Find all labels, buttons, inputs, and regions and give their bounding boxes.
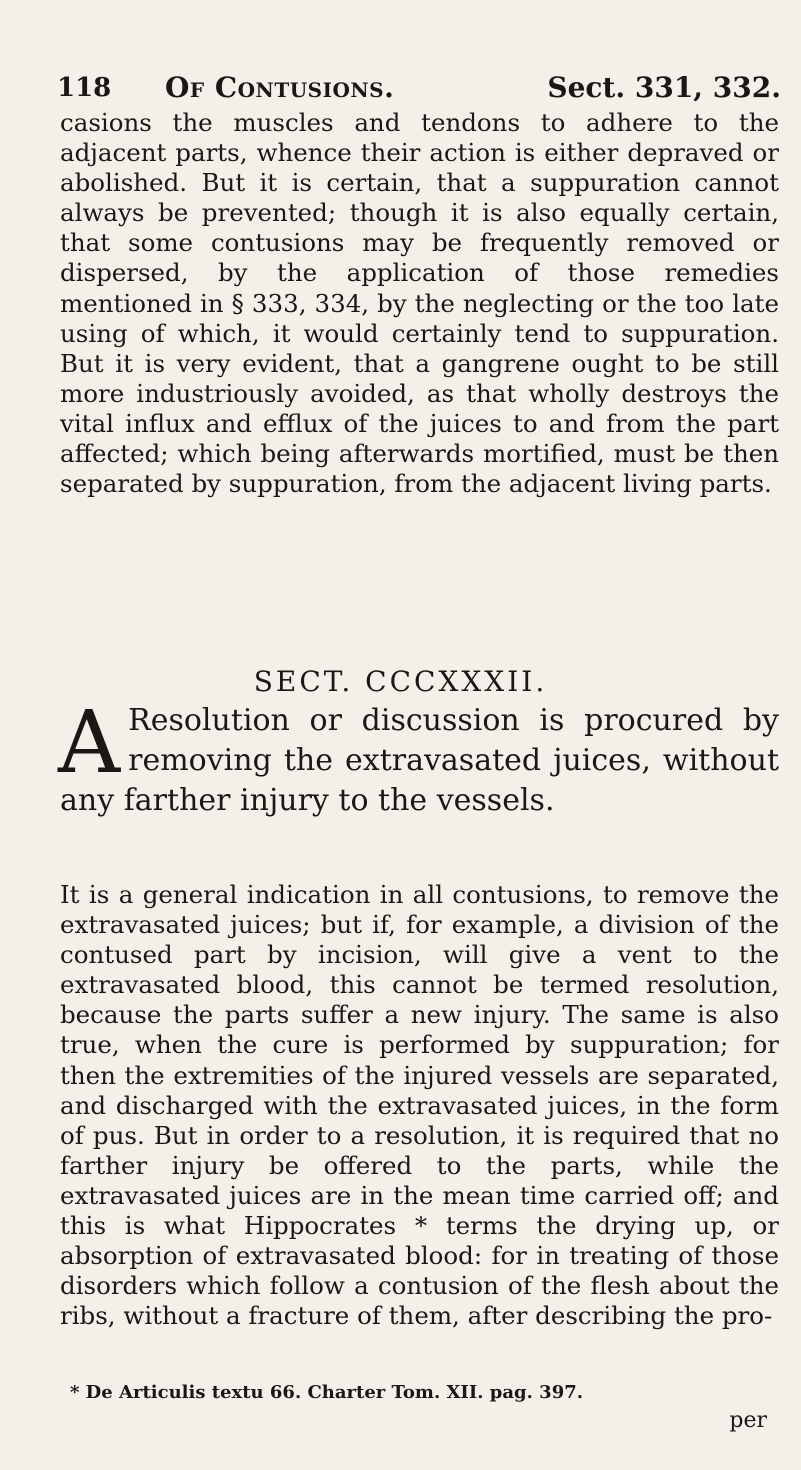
catchword: per	[729, 1408, 767, 1433]
section-summary	[58, 693, 779, 821]
running-title: Of Contusions.	[165, 71, 395, 104]
section-heading: SECT. CCCXXXII.	[253, 665, 548, 698]
section-reference: Sect. 331, 332.	[547, 71, 781, 104]
running-head	[57, 68, 781, 108]
footnote: * De Articulis textu 66. Charter Tom. XII. pag. 397.	[70, 1382, 584, 1403]
drop-capital: A	[58, 693, 121, 793]
page-number: 118	[57, 73, 112, 103]
paragraph-commentary: It is a general indication in all contusions, to remove the extravasated juices; but if, for example, a division of the contused part by incision, will give a vent to the extravasated blood, this cannot be termed resolution, because the parts suffer a new injury. The same is also true, when the cure is performed by suppuration; for then the extremities of the injured vessels are separated, and discharged with the extravasated juices, in the form of pus. But in order to a resolution, it is required that no farther injury be offered to the parts, while the extravasated juices are in the mean time carried off; and this is what Hippocrates * terms the drying up, or absorption of extravasated blood: for in treating of those disorders which follow a contusion of the flesh about the ribs, without a fracture of them, after describing the pro-	[60, 880, 779, 1331]
section-summary-text: Resolution or discussion is procured by removing the extravasated juices, without any farther injury to the vessels.	[60, 703, 779, 818]
paragraph-continuation: casions the muscles and tendons to adhere to the adjacent parts, whence their action is either depraved or abolished. But it is certain, that a suppuration cannot always be prevented; though it is also equally certain, that some contusions may be frequently removed or dispersed, by the application of those remedies mentioned in § 333, 334, by the neglecting or the too late using of which, it would certainly tend to suppuration. But it is very evident, that a gangrene ought to be still more industriously avoided, as that wholly destroys the vital influx and efflux of the juices to and from the part affected; which being afterwards mortified, must be then separated by suppuration, from the adjacent living parts.	[60, 108, 779, 499]
